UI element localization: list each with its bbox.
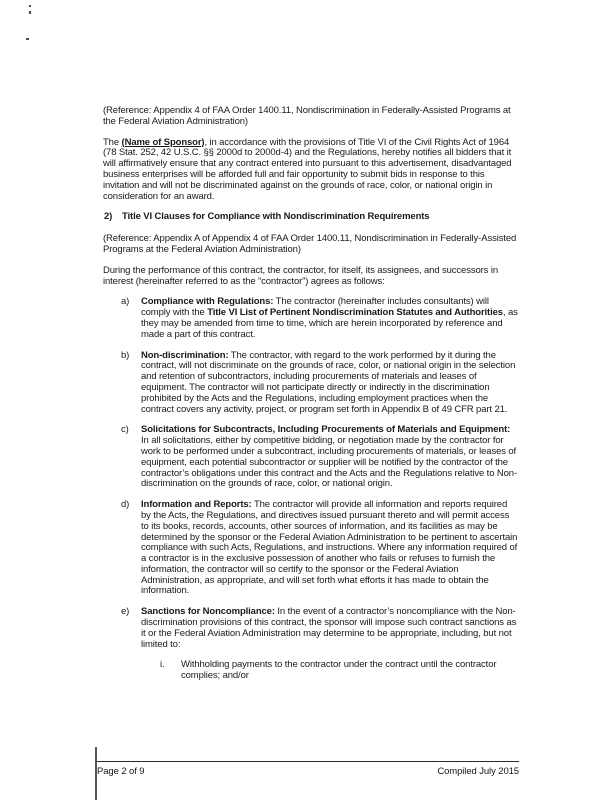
clause-item-b (121, 351, 519, 416)
page-footer (97, 761, 519, 777)
clause-body (141, 351, 519, 416)
clause-text: The contractor, with regard to the work performed by it during the contract, will not discriminate on the grounds of race, color, or national origin in the selection and retention of subcontractors, including procurements of materials and leases of equipment. The contractor will not participate directly or indirectly in the discrimination prohibited by the Acts and the Regulations, including employment practices when the contract covers any activity, project, or program set forth in Appendix B of 49 CFR part 21. (141, 349, 516, 415)
clause-text: In all solicitations, either by competitive bidding, or negotiation made by the contractor for work to be performed under a subcontract, including procurements of materials, or leases of equipment, each potential subcontractor or supplier will be notified by the contractor of the contractor’s obligations under this contract and the Acts and the Regulations relative to Non-discrimination on the grounds of race, color, or national origin. (141, 435, 517, 490)
sponsor-post-text: , in accordance with the provisions of Title VI of the Civil Rights Act of 1964 (78 Stat. 252, 42 U.S.C. §§ 2000d to 2000d-4) and the Regulations, hereby notifies all bidders that it will affirmatively ensure that any contract entered into pursuant to this advertisement, disadvantaged business enterprises will be afforded full and fair opportunity to submit bids in response to this invitation and will not be discriminated against on the grounds of race, color, or national origin in consideration for an award. (103, 136, 512, 202)
clause-lead: Non-discrimination: (141, 349, 229, 361)
clause-lead: Compliance with Regulations: (141, 296, 274, 308)
clause-marker: d) (121, 499, 130, 511)
clause-text: , as they may be amended from time to time, which are herein incorporated by reference and made a part of this contract. (141, 307, 518, 340)
footer-row (97, 762, 519, 777)
scan-artifact (29, 11, 31, 14)
sponsor-name-placeholder: (Name of Sponsor) (121, 136, 205, 148)
section-heading (104, 212, 519, 223)
section-number: 2) (104, 211, 113, 223)
compiled-date: Compiled July 2015 (437, 766, 519, 777)
clause-item-d (121, 500, 519, 597)
scan-artifact (26, 38, 29, 40)
sponsor-pre-text: The (103, 136, 122, 148)
clause-item-e (121, 607, 519, 650)
clause-marker: c) (121, 424, 129, 436)
reference-note-2: (Reference: Appendix A of Appendix 4 of FAA Order 1400.11, Nondiscrimination in Federally-Assisted Programs at the Federal Aviation Administration) (103, 233, 517, 255)
clause-marker: e) (121, 606, 130, 618)
clause-marker: a) (121, 296, 130, 308)
subclause-item-i (160, 660, 519, 682)
clause-body (141, 297, 519, 340)
clause-text: The contractor (hereinafter includes consultants) will comply with the (141, 296, 489, 319)
reference-note-1: (Reference: Appendix 4 of FAA Order 1400.11, Nondiscrimination in Federally-Assisted Programs at the Federal Aviation Administration) (103, 105, 511, 127)
clause-lead: Solicitations for Subcontracts, Including Procurements of Materials and Equipment: (141, 424, 511, 436)
section-title: Title VI Clauses for Compliance with Nondiscrimination Requirements (122, 211, 430, 223)
clause-item-c (121, 425, 519, 490)
preamble-paragraph: During the performance of this contract, the contractor, for itself, its assignees, and successors in interest (hereinafter referred to as the “contractor”) agrees as follows: (103, 264, 498, 287)
clause-item-a (121, 297, 519, 340)
clause-text: In the event of a contractor’s noncompliance with the Non-discrimination provisions of this contract, the sponsor will impose such contract sanctions as it or the Federal Aviation Administration may determine to be appropriate, including, but not limited to: (141, 606, 517, 650)
scan-artifact (29, 5, 31, 7)
clause-lead: Sanctions for Noncompliance: (141, 606, 275, 618)
subclause-text: Withholding payments to the contractor under the contract until the contractor complies; and/or (181, 659, 497, 682)
clause-text: The contractor will provide all information and reports required by the Acts, the Regulations, and directives issued pursuant thereto and will permit access to its books, records, accounts, other sources of information, and its facilities as may be determined by the sponsor or the Federal Aviation Administration to be pertinent to ascertain compliance with such Acts, Regulations, and instructions. Where any information required of a contractor is in the exclusive possession of another who fails or refuses to furnish the information, the contractor will so certify to the sponsor or the Federal Aviation Administration, as appropriate, and will set forth what efforts it has made to obtain the information. (141, 499, 518, 597)
clause-body (141, 500, 519, 597)
clause-body (141, 425, 519, 490)
sponsor-paragraph (103, 138, 519, 203)
page-number: Page 2 of 9 (97, 766, 145, 777)
clause-body (141, 607, 519, 650)
subclause-marker: i. (160, 659, 165, 671)
clause-lead: Information and Reports: (141, 499, 252, 511)
clause-bold-phrase: Title VI List of Pertinent Nondiscrimination Statutes and Authorities (207, 307, 503, 319)
document-page (103, 106, 519, 692)
clause-marker: b) (121, 349, 130, 361)
scan-edge-artifact (95, 747, 97, 800)
